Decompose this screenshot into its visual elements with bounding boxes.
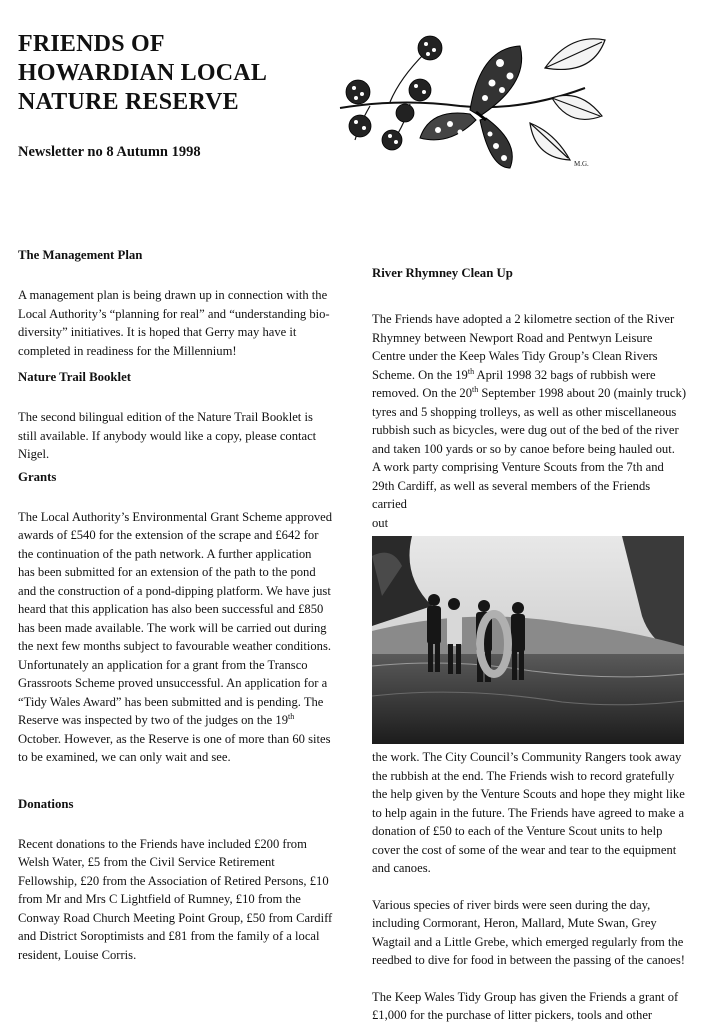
- cleanup-line: the work. The City Council’s Community Rangers took away: [372, 750, 682, 764]
- birds-line: Various species of river birds were seen during the day,: [372, 897, 651, 912]
- title-line-2: HOWARDIAN LOCAL: [18, 60, 268, 86]
- artist-mark: M.G.: [574, 160, 589, 168]
- superscript-th: th: [288, 711, 295, 721]
- cleanup-line: tyres and 5 shopping trolleys, as well as other miscellaneous: [372, 404, 677, 419]
- cleanup-line: the help given by the Venture Scouts and hope they might like: [372, 787, 685, 801]
- grants-line: the next few months subject to favourable weather conditions.: [18, 639, 332, 653]
- donations-line: and District Soroptimists and £81 from the family of a local: [18, 929, 320, 943]
- river-cleanup-heading: River Rhymney Clean Up: [372, 266, 513, 280]
- issue-label: Newsletter no 8 Autumn 1998: [18, 144, 201, 160]
- grants-line: to be examined, we can only wait and see.: [18, 750, 231, 764]
- cleanup-line: A work party comprising Venture Scouts from the 7th and: [372, 460, 664, 474]
- grants-line: Grassroots Scheme proved unsuccessful. An application for a: [18, 676, 328, 690]
- donations-line: from Mr and Mrs C Lightfield of Rumney, £10 from the: [18, 892, 301, 906]
- donations-heading: Donations: [18, 796, 74, 811]
- donations-line: resident, Louise Corris.: [18, 947, 137, 962]
- grants-line: has been submitted for an extension of the path to the pond: [18, 565, 316, 579]
- cleanup-line: cover the cost of some of the wear and tear to the equipment: [372, 842, 677, 857]
- grants-line: The Local Authority’s Environmental Grant Scheme approved: [18, 509, 333, 524]
- newsletter-title: [18, 30, 328, 117]
- right-column: [372, 264, 690, 1025]
- left-column: [18, 246, 350, 964]
- nature-trail-line: still available. If anybody would like a copy, please contact: [18, 428, 317, 443]
- cleanup-line: rubbish such as bicycles, were dug out of the bed of the river: [372, 423, 679, 437]
- management-line: diversity” initiatives. It is hoped that Gerry may have it: [18, 325, 297, 339]
- river-cleanup-photo: [372, 536, 684, 744]
- donations-line: Conway Road Church Meeting Point Group, £50 from Cardiff: [18, 910, 333, 925]
- cleanup-line: and canoes.: [372, 861, 431, 875]
- cleanup-line: the rubbish at the end. The Friends wish to record gratefully: [372, 768, 675, 783]
- birds-line: Wagtail and a Little Grebe, which emerged regularly from the: [372, 934, 684, 949]
- birds-line: including Cormorant, Heron, Mallard, Mute Swan, Grey: [372, 916, 657, 930]
- cleanup-line: Centre under the Keep Wales Tidy Group’s Clean Rivers: [372, 349, 658, 363]
- donations-line: Welsh Water, £5 from the Civil Service Retirement: [18, 855, 275, 869]
- management-line: completed in readiness for the Millennium!: [18, 343, 237, 358]
- grants-line: the continuation of the path network. A further application: [18, 546, 312, 561]
- grants-line: heard that this application has also been successful and £850: [18, 602, 324, 616]
- management-line: Local Authority’s “planning for real” and “understanding bio-: [18, 306, 330, 321]
- cleanup-line: carried: [372, 497, 407, 511]
- superscript-th: th: [467, 366, 475, 376]
- cleanup-line: out: [372, 515, 389, 530]
- cleanup-line: 29th Cardiff, as well as several members of the Friends: [372, 478, 651, 493]
- cleanup-line: to help again in the future. The Friends have agreed to make a: [372, 805, 685, 820]
- title-line-3: NATURE RESERVE: [18, 89, 239, 115]
- cleanup-line: Rhymney between Newport Road and Pentwyn Leisure: [372, 330, 653, 345]
- birds-line: reedbed to dive for food in between the passing of the canoes!: [372, 953, 685, 967]
- grants-line: Reserve was inspected by two of the judges on the 19th: [18, 711, 295, 727]
- grants-line: Unfortunately an application for a grant from the Transco: [18, 657, 308, 672]
- cleanup-line: Scheme. On the 19th April 1998 32 bags of rubbish were: [372, 366, 656, 382]
- nature-trail-heading: Nature Trail Booklet: [18, 370, 132, 384]
- grant-line: £1,000 for the purchase of litter pickers, tools and other: [372, 1008, 653, 1022]
- grants-line: awards of £540 for the extension of the scrape and £642 for: [18, 528, 319, 542]
- cleanup-line: donation of £50 to each of the Venture Scout units to help: [372, 824, 663, 838]
- management-plan-heading: The Management Plan: [18, 248, 143, 262]
- grants-line: “Tidy Wales Award” has been submitted and is pending. The: [18, 694, 324, 709]
- cleanup-line: and taken 100 yards or so by canoe before being hauled out.: [372, 441, 675, 456]
- blackberry-butterfly-illustration: [330, 28, 610, 178]
- nature-trail-line: The second bilingual edition of the Nature Trail Booklet is: [18, 410, 313, 424]
- nature-trail-line: Nigel.: [18, 447, 50, 461]
- grants-heading: Grants: [18, 469, 57, 484]
- donations-line: Recent donations to the Friends have included £200 from: [18, 836, 307, 851]
- cleanup-line: The Friends have adopted a 2 kilometre section of the River: [372, 312, 675, 326]
- grant-line: The Keep Wales Tidy Group has given the Friends a grant of: [372, 989, 679, 1004]
- donations-line: Fellowship, £20 from the Association of Retired Persons, £10: [18, 873, 329, 888]
- management-line: A management plan is being drawn up in connection with the: [18, 288, 328, 302]
- grants-line: has been made available. The work will be carried out during: [18, 620, 327, 635]
- superscript-th: th: [472, 384, 479, 394]
- title-line-1: FRIENDS OF: [18, 31, 165, 57]
- cleanup-line: removed. On the 20th September 1998 about 20 (mainly truck): [372, 384, 687, 400]
- grants-line: and the construction of a pond-dipping platform. We have just: [18, 583, 331, 598]
- grants-line: October. However, as the Reserve is one of more than 60 sites: [18, 731, 331, 746]
